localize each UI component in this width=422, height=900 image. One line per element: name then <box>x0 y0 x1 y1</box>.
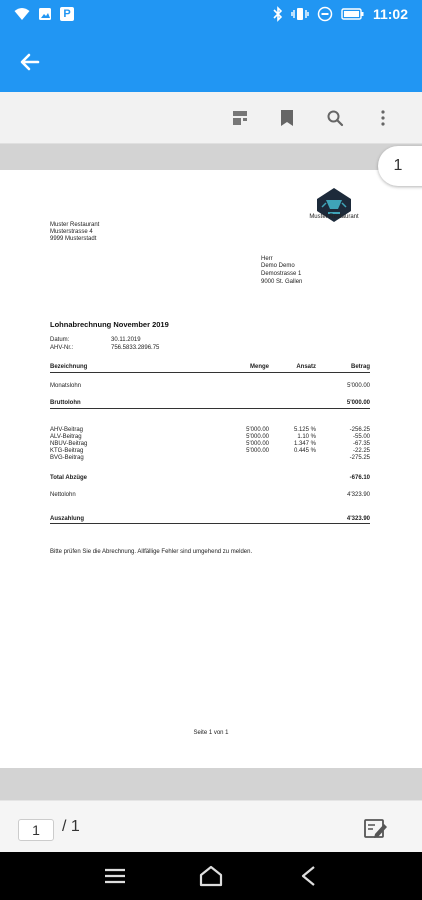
table-cell-betrag: -22.25 <box>352 448 370 454</box>
dnd-icon <box>317 6 333 22</box>
view-mode-button[interactable] <box>227 105 253 131</box>
menu-icon <box>102 864 128 888</box>
status-bar <box>0 0 422 32</box>
table-row: AHV-Beitrag <box>50 427 84 433</box>
table-cell-ansatz: 1.347 % <box>293 441 316 447</box>
document-background-top <box>0 144 422 170</box>
brutto-divider <box>50 408 370 409</box>
table-cell-betrag: -256.25 <box>349 427 370 433</box>
page-total <box>62 818 80 836</box>
image-icon <box>38 7 52 21</box>
table-row: BVG-Beitrag <box>50 455 84 461</box>
system-back-button[interactable] <box>296 864 322 888</box>
wifi-icon <box>14 7 30 21</box>
sender-line-3: 9999 Musterstadt <box>50 236 97 242</box>
bruttolohn-label: Bruttolohn <box>50 400 81 406</box>
header-divider <box>50 372 370 373</box>
nettolohn-betrag: 4'323.90 <box>347 492 370 498</box>
table-cell-betrag: -67.35 <box>352 441 370 447</box>
nettolohn-label: Nettolohn <box>50 492 76 498</box>
table-cell-betrag: -55.00 <box>352 434 370 440</box>
meta-value-date: 30.11.2019 <box>111 337 141 343</box>
document-title: Lohnabrechnung November 2019 <box>50 320 169 329</box>
recent-apps-button[interactable] <box>102 864 128 888</box>
home-icon <box>198 864 224 888</box>
search-button[interactable] <box>322 105 348 131</box>
total-abzuege-label: Total Abzüge <box>50 475 87 481</box>
table-cell-ansatz: 0.445 % <box>293 448 316 454</box>
page-separator: / <box>62 818 67 835</box>
more-options-button[interactable] <box>370 105 396 131</box>
sender-line-2: Musterstrasse 4 <box>50 229 93 235</box>
back-icon <box>296 864 322 888</box>
bluetooth-icon <box>273 6 283 22</box>
document-background-bottom <box>0 768 422 800</box>
table-cell-menge: 5'000.00 <box>246 427 269 433</box>
recipient-line-1: Herr <box>261 256 273 262</box>
page-indicator: 1 <box>378 146 422 186</box>
edit-note-icon <box>362 816 390 842</box>
home-button[interactable] <box>198 864 224 888</box>
recipient-line-2: Demo Demo <box>261 263 295 269</box>
recipient-line-3: Demostrasse 1 <box>261 271 302 277</box>
table-row: ALV-Beitrag <box>50 434 82 440</box>
total-abzuege-betrag: -676.10 <box>349 475 370 481</box>
bookmark-icon <box>280 109 294 127</box>
vibrate-icon <box>291 6 309 22</box>
table-cell-menge: 5'000.00 <box>246 434 269 440</box>
meta-label-ahv: AHV-Nr.: <box>50 345 74 351</box>
bookmark-button[interactable] <box>274 105 300 131</box>
status-time: 11:02 <box>372 6 408 22</box>
meta-label-date: Datum: <box>50 337 70 343</box>
search-icon <box>326 109 344 127</box>
col-header-bezeichnung: Bezeichnung <box>50 364 88 370</box>
meta-value-ahv: 756.5833.2896.75 <box>111 345 160 351</box>
review-note: Bitte prüfen Sie die Abrechnung. Allfällige Fehler sind umgehend zu melden. <box>50 549 253 555</box>
view-mode-icon <box>231 109 249 127</box>
more-vert-icon <box>380 109 386 127</box>
page-number-input[interactable]: 1 <box>18 819 54 841</box>
recipient-line-4: 9000 St. Gallen <box>261 279 303 285</box>
logo-label: Muster Restaurant <box>309 214 359 220</box>
table-cell-menge: 5'000.00 <box>246 441 269 447</box>
table-cell-ansatz: 5.125 % <box>293 427 316 433</box>
p-icon: P <box>60 7 74 21</box>
monatslohn-label: Monatslohn <box>50 383 82 389</box>
col-header-betrag: Betrag <box>350 364 370 370</box>
bruttolohn-betrag: 5'000.00 <box>346 400 370 406</box>
app-bar <box>0 32 422 92</box>
edit-button[interactable] <box>362 816 390 842</box>
battery-icon <box>341 7 365 21</box>
col-header-ansatz: Ansatz <box>296 364 316 370</box>
back-button[interactable] <box>10 42 50 82</box>
sender-line-1: Muster Restaurant <box>50 222 100 228</box>
pdf-toolbar <box>0 92 422 144</box>
table-cell-ansatz: 1.10 % <box>297 434 316 440</box>
table-cell-betrag: -275.25 <box>349 455 370 461</box>
page-footer: Seite 1 von 1 <box>193 730 229 736</box>
monatslohn-betrag: 5'000.00 <box>347 383 370 389</box>
table-row: NBUV-Beitrag <box>50 441 88 447</box>
table-row: KTG-Beitrag <box>50 448 84 454</box>
col-header-menge: Menge <box>249 364 269 370</box>
total-pages: 1 <box>70 818 80 835</box>
auszahlung-divider <box>50 523 370 524</box>
company-logo <box>302 185 366 229</box>
arrow-left-icon <box>19 51 41 73</box>
auszahlung-label: Auszahlung <box>50 516 84 522</box>
table-cell-menge: 5'000.00 <box>246 448 269 454</box>
pdf-page <box>0 170 422 768</box>
auszahlung-betrag: 4'323.90 <box>346 516 370 522</box>
system-nav-bar <box>0 852 422 900</box>
